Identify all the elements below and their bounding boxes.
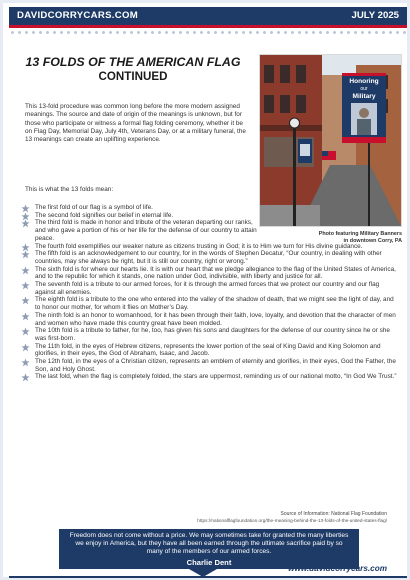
header-bar bbox=[9, 7, 407, 25]
star-bullet-icon bbox=[21, 281, 30, 290]
fold-text: The 11th fold, in the eyes of Hebrew citizens, represents the lower portion of the seal of King David and King Solomon and glorifies, in their eyes, the God of Abraham, Isaac, and Jacob. bbox=[35, 342, 381, 358]
fold-item bbox=[21, 358, 399, 373]
fold-text: The sixth fold is for where our hearts lie. It is with our heart that we pledge allegiance to the flag of the United States of America, and to the republic for which it stands, one nation under God, indivisible, with liberty and justice for all. bbox=[35, 265, 396, 281]
star-bullet-icon bbox=[21, 343, 30, 352]
folds-list bbox=[21, 204, 399, 381]
fold-item bbox=[21, 250, 399, 265]
fold-text: The fifth fold is an acknowledgement to our country, for in the words of Stephen Decatur, “Our country, in dealing with other countries, may she always be right, but it is still our country, right or wrong.” bbox=[35, 250, 382, 265]
star-bullet-icon bbox=[21, 373, 30, 382]
header-issue-date: JULY 2025 bbox=[351, 10, 399, 21]
fold-item bbox=[21, 219, 257, 242]
star-bullet-icon bbox=[21, 250, 30, 259]
star-bullet-icon bbox=[21, 327, 30, 336]
quote-box bbox=[59, 529, 359, 569]
military-banner-photo bbox=[259, 54, 402, 227]
fold-item bbox=[21, 312, 399, 327]
star-bullet-icon bbox=[21, 219, 30, 228]
fold-text: The ninth fold is an honor to womanhood, for it has been through their faith, love, loyalty, and devotion that the character of men and women who have made this country great have been molded. bbox=[35, 311, 396, 327]
quote-author: Charlie Dent bbox=[186, 557, 232, 567]
fold-text: The 10th fold is a tribute to father, for he, too, has given his sons and daughters for the defense of our country since he or she was first-born. bbox=[35, 327, 390, 342]
source-label: Source of Information: National Flag Foundation bbox=[280, 511, 387, 517]
fold-item bbox=[21, 296, 399, 311]
fold-item bbox=[21, 204, 399, 212]
street-photo-illustration bbox=[260, 55, 401, 226]
fold-item bbox=[21, 343, 399, 358]
fold-item bbox=[21, 373, 399, 381]
photo-caption-line-2: in downtown Corry, PA bbox=[343, 238, 402, 244]
fold-item bbox=[21, 212, 399, 220]
source-url-link[interactable]: https://nationalflagfoundation.org/the-meaning-behind-the-13-folds-of-the-united-states-flag/ bbox=[197, 518, 387, 523]
fold-text: The seventh fold is a tribute to our armed forces, for it is through the armed forces that we protect our country and our flag against all enemies. bbox=[35, 281, 380, 296]
folds-lead-in: This is what the 13 folds mean: bbox=[25, 186, 114, 193]
banner-line-2: our bbox=[360, 86, 368, 92]
fold-text: The third fold is made in honor and tribute of the veteran departing our ranks, and who gave a portion of his or her life for the defense of our country to attain peace. bbox=[35, 219, 257, 242]
banner-line-3: Military bbox=[352, 93, 376, 100]
fold-text: The eighth fold is a tribute to the one who entered into the valley of the shadow of death, that we might see the light of day, and to honor our mother, for whom it flies on Mother’s Day. bbox=[35, 296, 394, 312]
banner-line-1: Honoring bbox=[349, 78, 379, 85]
article-intro: This 13-fold procedure was common long before the more modern assigned meanings. The source and date of origin of the meanings is unknown, but for those who participate or witness a formal flag folding ceremony, whether it be on Flag Day, Memorial Day, July 4th, Veterans Day, or at a military funeral, the 13 meanings can create an uplifting experience. bbox=[25, 103, 246, 144]
footer-website-link[interactable]: www.davidcorrycars.com bbox=[288, 564, 387, 573]
star-bullet-icon bbox=[21, 312, 30, 321]
fold-item bbox=[21, 281, 399, 296]
header-dot-pattern bbox=[9, 29, 407, 36]
star-bullet-icon bbox=[21, 358, 30, 367]
header-site-name[interactable]: DAVIDCORRYCARS.COM bbox=[17, 10, 139, 21]
fold-text: The first fold of our flag is a symbol of life. bbox=[35, 204, 153, 211]
header-red-rule bbox=[9, 25, 407, 28]
article-subtitle: CONTINUED bbox=[98, 70, 168, 83]
quote-text: Freedom does not come without a price. We may sometimes take for granted the many liberties we enjoy in America, but they have all been earned through the ultimate sacrifice paid by so many of the members of our armed forces. bbox=[69, 532, 349, 556]
article-title: 13 FOLDS OF THE AMERICAN FLAG bbox=[25, 55, 241, 69]
photo-caption-line-1: Photo featuring Military Banners bbox=[318, 231, 402, 237]
fold-item bbox=[21, 266, 399, 281]
fold-text: The fourth fold exemplifies our weaker nature as citizens trusting in God; it is to Him we turn for His divine guidance. bbox=[35, 242, 363, 250]
star-bullet-icon bbox=[21, 296, 30, 305]
star-bullet-icon bbox=[21, 266, 30, 275]
fold-item bbox=[21, 327, 399, 342]
fold-text: The last fold, when the flag is completely folded, the stars are uppermost, reminding us of our national motto, “In God We Trust.” bbox=[35, 373, 397, 381]
footer-rule bbox=[9, 576, 407, 578]
fold-text: The second fold signifies our belief in eternal life. bbox=[35, 211, 174, 219]
fold-text: The 12th fold, in the eyes of a Christian citizen, represents an emblem of eternity and glorifies, in their eyes, God the Father, the Son, and Holy Ghost. bbox=[35, 358, 396, 373]
fold-item bbox=[21, 243, 399, 251]
